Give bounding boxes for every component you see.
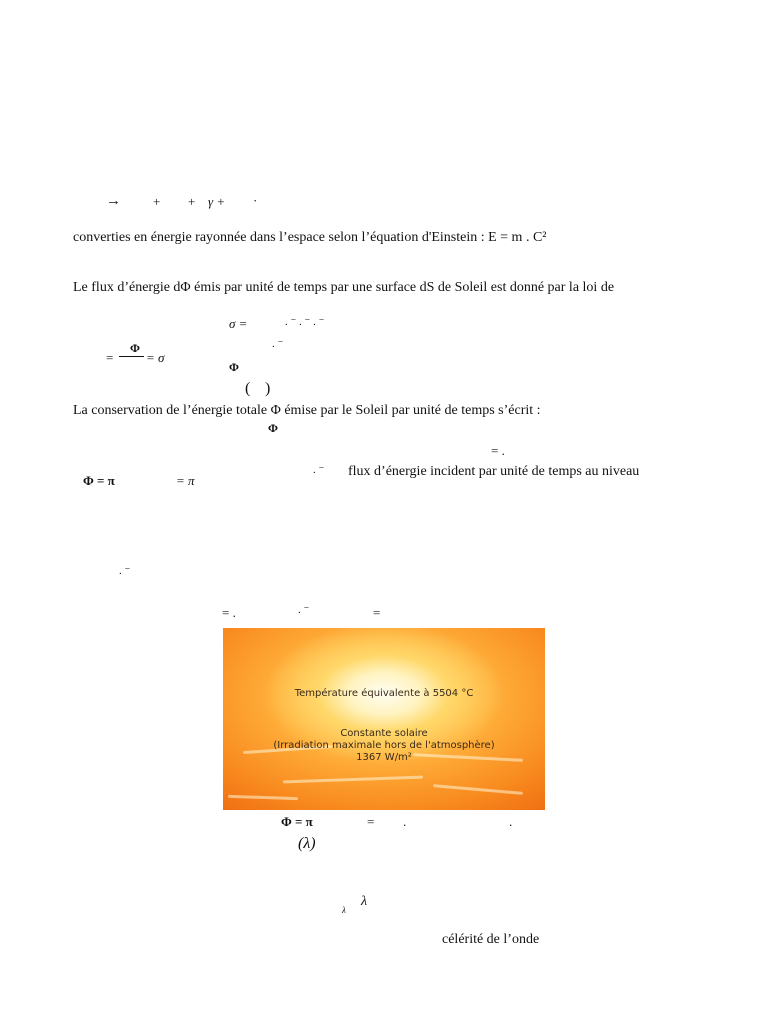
exponent-fragment: . ⁻ xyxy=(298,604,310,616)
reaction-plus: + xyxy=(188,194,196,209)
close-paren: ) xyxy=(265,380,271,397)
lambda-paren: (λ) xyxy=(298,835,316,852)
equals-pi: = π xyxy=(176,473,195,488)
phi-pi-equation: Φ = π xyxy=(281,814,313,829)
lambda-symbol: λ xyxy=(361,894,368,909)
equals-sign: = xyxy=(106,350,114,365)
reaction-arrow: → xyxy=(106,193,121,209)
flux-definition-text: Le flux d’énergie dΦ émis par unité de temps par une surface dS de Soleil est donné par la loi de xyxy=(73,280,615,295)
solar-constant-title: Constante solaire xyxy=(340,728,428,739)
dot-fragment: . xyxy=(403,814,407,829)
phi-symbol: Φ xyxy=(229,360,239,374)
sigma-equation: σ = xyxy=(229,316,248,331)
cloud-streak xyxy=(283,776,423,784)
sigma-value-fragments: . ⁻ . ⁻ . ⁻ xyxy=(285,316,325,328)
sigma-value-fragments: . ⁻ xyxy=(272,338,284,350)
equals-sign: = xyxy=(367,814,375,829)
flux-incident-text: flux d’énergie incident par unité de temps au niveau xyxy=(348,464,640,479)
open-paren: ( xyxy=(245,380,251,397)
lambda-subscript: λ xyxy=(342,905,346,915)
equals-dot: = . xyxy=(491,443,505,458)
cloud-streak xyxy=(433,784,523,795)
reaction-dot: · xyxy=(253,193,258,208)
temperature-label: Température équivalente à 5504 °C xyxy=(294,688,474,699)
equals-dot: = . xyxy=(222,605,236,620)
cloud-streak xyxy=(228,795,298,800)
celerity-text: célérité de l’onde xyxy=(442,932,540,947)
fraction-bar xyxy=(119,356,144,357)
solar-constant-subtitle: (Irradiation maximale hors de l'atmosphère) xyxy=(273,740,495,751)
phi-symbol: Φ xyxy=(268,421,278,435)
conservation-text: La conservation de l’énergie totale Φ émise par le Soleil par unité de temps s’écrit : xyxy=(73,403,541,418)
einstein-text: converties en énergie rayonnée dans l’espace selon l’équation d'Einstein : E = m . C² xyxy=(73,230,547,245)
fraction-numerator-phi: Φ xyxy=(130,341,140,355)
exponent-fragment: . ⁻ xyxy=(313,464,325,476)
reaction-plus: + xyxy=(153,194,161,209)
exponent-fragment: . ⁻ xyxy=(119,565,131,577)
solar-constant-value: 1367 W/m² xyxy=(356,752,412,763)
reaction-gamma: γ + xyxy=(208,194,226,209)
phi-pi-equation: Φ = π xyxy=(83,473,115,488)
solar-constant-image xyxy=(223,628,545,810)
dot-fragment: . xyxy=(509,814,513,829)
equals-sign: = xyxy=(373,605,381,620)
equals-sigma: = σ xyxy=(146,350,165,365)
